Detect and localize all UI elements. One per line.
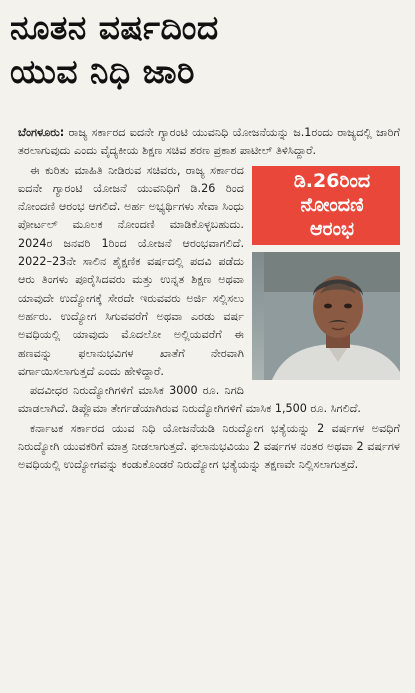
paragraph-1-text: ರಾಜ್ಯ ಸರ್ಕಾರದ ಐದನೇ ಗ್ಯಾರಂಟಿ ಯುವನಿಧಿ ಯೋಜನೆಯನ್ನು ಜ.1ರಂದು ರಾಜ್ಯದಲ್ಲಿ ಜಾರಿಗೆ ತರಲಾಗುವುದು ಎಂದು ವೈದ್ಯಕೀಯ ಶಿಕ್ಷಣ ಸಚಿವ ಶರಣ ಪ್ರಕಾಶ ಪಾಟೀಲ್ ತಿಳಿಸಿದ್ದಾರೆ. [18,126,400,158]
paragraph-3: ಪದವೀಧರ ನಿರುದ್ಯೋಗಿಗಳಿಗೆ ಮಾಸಿಕ 3000 ರೂ. ನಿಗದಿ ಮಾಡಲಾಗಿದೆ. ಡಿಪ್ಲೊಮಾ ತೇರ್ಗಡೆಯಾಗಿರುವ ನಿರುದ್ಯೋಗಿಗಳಿಗೆ ಮಾಸಿಕ 1,500 ರೂ. ಸಿಗಲಿದೆ. [18,384,361,416]
article-body [18,124,400,476]
registration-callout [252,166,400,245]
headline-line-1: ನೂತನ ವರ್ಷದಿಂದ [10,8,219,47]
paragraph-1 [18,124,400,161]
minister-photo [252,252,400,380]
sidebar-box [252,166,400,380]
paragraph-4: ಕರ್ನಾಟಕ ಸರ್ಕಾರದ ಯುವ ನಿಧಿ ಯೋಜನೆಯಡಿ ನಿರುದ್ಯೋಗ ಭತ್ಯೆಯನ್ನು 2 ವರ್ಷಗಳ ಅವಧಿಗೆ ನಿರುದ್ಯೋಗಿ ಯುವಕರಿಗೆ ಮಾತ್ರ ನೀಡಲಾಗುತ್ತದೆ. ಫಲಾನುಭವಿಯು 2 ವರ್ಷಗಳ ನಂತರ ಅಥವಾ 2 ವರ್ಷಗಳ ಅವಧಿಯಲ್ಲಿ ಉದ್ಯೋಗವನ್ನು ಕಂಡುಕೊಂಡರೆ ನಿರುದ್ಯೋಗ ಭತ್ಯೆಯನ್ನು ತಕ್ಷಣವೇ ನಿಲ್ಲಿಸಲಾಗುತ್ತದೆ. [18,421,400,472]
headline-line-2: ಯುವ ನಿಧಿ ಜಾರಿ [10,52,195,91]
dateline: ಬೆಂಗಳೂರು: [18,126,65,139]
headline [10,6,390,94]
callout-line-3: ಆರಂಭ [310,217,354,240]
paragraph-2-text: ಈ ಕುರಿತು ಮಾಹಿತಿ ನೀಡಿರುವ ಸಚಿವರು, ರಾಜ್ಯ ಸರ್ಕಾರದ ಐದನೇ ಗ್ಯಾರಂಟಿ ಯೋಜನೆ ಯುವನಿಧಿಗೆ ಡಿ.26 ರಿಂದ ನೋಂದಣಿ ಆರಂಭ ಆಗಲಿದೆ. ಅರ್ಹ ಅಭ್ಯರ್ಥಿಗಳು ಸೇವಾ ಸಿಂಧು ಪೋರ್ಟಲ್ ಮೂಲಕ ನೋಂದಣಿ ಮಾಡಿಕೊಳ್ಳಬಹುದು. 2024ರ ಜನವರಿ 1ರಿಂದ ಯೋಜನೆ ಆರಂಭವಾಗಲಿದೆ. 2022–23ನೇ ಸಾಲಿನ ಶೈಕ್ಷಣಿಕ ವರ್ಷದಲ್ಲಿ ಪದವಿ ಪಡೆದು ಆರು ತಿಂಗಳು ಪೂರೈಸಿದವರು ಮತ್ತು ಉನ್ನತ ಶಿಕ್ಷಣ ಅಥವಾ ಯಾವುದೇ ಉದ್ಯೋಗಕ್ಕೆ ಸೇರದೇ ಇರುವವರು ಅರ್ಜಿ ಸಲ್ಲಿಸಲು ಅರ್ಹರು. ಉದ್ಯೋಗ ಸಿಗುವವರೆಗೆ ಅಥವಾ ಎರಡು ವರ್ಷ ಅವಧಿಯಲ್ಲಿ ಯಾವುದು ಮೊದಲೋ ಅಲ್ಲಿಯವರೆಗೆ ಈ ಹಣವನ್ನು ಫಲಾನುಭವಿಗಳ ಖಾತೆಗೆ ನೇರವಾಗಿ ವರ್ಗಾಯಿಸಲಾಗುತ್ತದೆ ಎಂದು ಹೇಳಿದ್ದಾರೆ. [18,163,244,378]
paragraph-2 [18,162,400,382]
callout-line-2: ನೋಂದಣಿ [300,193,364,216]
portrait-illustration [264,252,400,380]
callout-line-1: ಡಿ.26ರಿಂದ [293,169,371,192]
